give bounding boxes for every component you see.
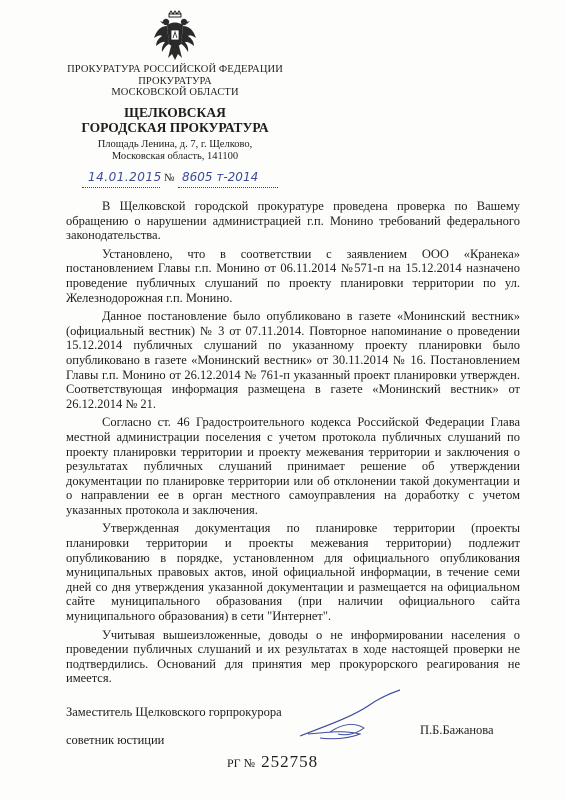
paragraph-3: Данное постановление было опубликовано в газете «Монинский вестник» (официальный вестник) № 3 от 07.11.2014. Повторное напоминание о проведении 15.12.2014 публичных слушаний по указанному проекту планировки было опубликовано в газете «Монинский вестник» от 30.11.2014 № 16. Постановлением Главы г.п. Монино от 26.12.2014 № 761-п указанный проект планировки утвержден. Соответствующая информация размещена в газете «Монинский вестник» от 26.12.2014 № 21. [66,309,520,411]
date-underline [82,187,160,188]
signer-position-line-2: советник юстиции [66,733,165,747]
org-name-line-3: МОСКОВСКОЙ ОБЛАСТИ [111,87,239,98]
handwritten-reg-number: 8605 т-2014 [182,170,259,184]
paragraph-1: В Щелковской городской прокуратуре проведена проверка по Вашему обращению о нарушении администрацией г.п. Монино требований федерального законодательства. [66,199,520,243]
org-name-line-1: ПРОКУРАТУРА РОССИЙСКОЙ ФЕДЕРАЦИИ [67,64,283,75]
address-line-1: Площадь Ленина, д. 7, г. Щелково, [97,138,253,150]
registration-line [82,170,282,192]
signer-name: П.Б.Бажанова [420,723,494,737]
paragraph-2: Установлено, что в соответствии с заявлением ООО «Кранека» постановлением Главы г.п. Монино от 06.11.2014 №571-п на 15.12.2014 назначено проведение публичных слушаний по проекту планировки территории по ул. Железнодорожная г.п. Монино. [66,246,520,305]
signer-position-line-1: Заместитель Щелковского горпрокурора [66,705,282,719]
address-line-2: Московская область, 141100 [111,151,239,162]
double-headed-eagle-emblem-icon [152,8,198,62]
letter-body [66,199,520,686]
office-name-line-1: ЩЕЛКОВСКАЯ [124,104,226,120]
serial-number: 252758 [261,752,319,771]
number-sign: № [164,172,175,184]
handwritten-date: 14.01.2015 [88,170,162,184]
paragraph-5: Утвержденная документация по планировке территории (проекты планировки территории и проекты межевания территории) подлежит опубликованию в порядке, установленном для официального опубликования муниципальных правовых актов, иной официальной информации, в течение семи дней со дня утверждения указанной документации и размещается на официальном сайте муниципального образования (при наличии официального сайта муниципального образования) в сети "Интернет". [66,521,520,624]
office-name-line-2: ГОРОДСКАЯ ПРОКУРАТУРА [81,119,269,135]
org-name-line-2: ПРОКУРАТУРА [138,75,212,87]
serial-prefix: РГ № [227,756,256,770]
form-serial [227,752,318,772]
number-underline [178,187,278,188]
letterhead [60,8,290,164]
paragraph-4: Согласно ст. 46 Градостроительного кодекса Российской Федерации Глава местной администрации поселения с учетом протокола публичных слушаний по проекту планировки территории и проекту межевания территории и заключения о результатах публичных слушаний принимает решение об утверждении документации по планировке территории или об отклонении такой документации и о направлении ее в орган местного самоуправления на доработку с учетом указанных протокола и заключения. [66,415,520,517]
paragraph-6: Учитывая вышеизложенные, доводы о не информировании населения о проведении публичных слушаний и их результатах в ходе настоящей проверки не подтвердились. Оснований для принятия мер прокурорского реагирования не имеется. [66,627,520,686]
handwritten-signature [290,688,410,748]
